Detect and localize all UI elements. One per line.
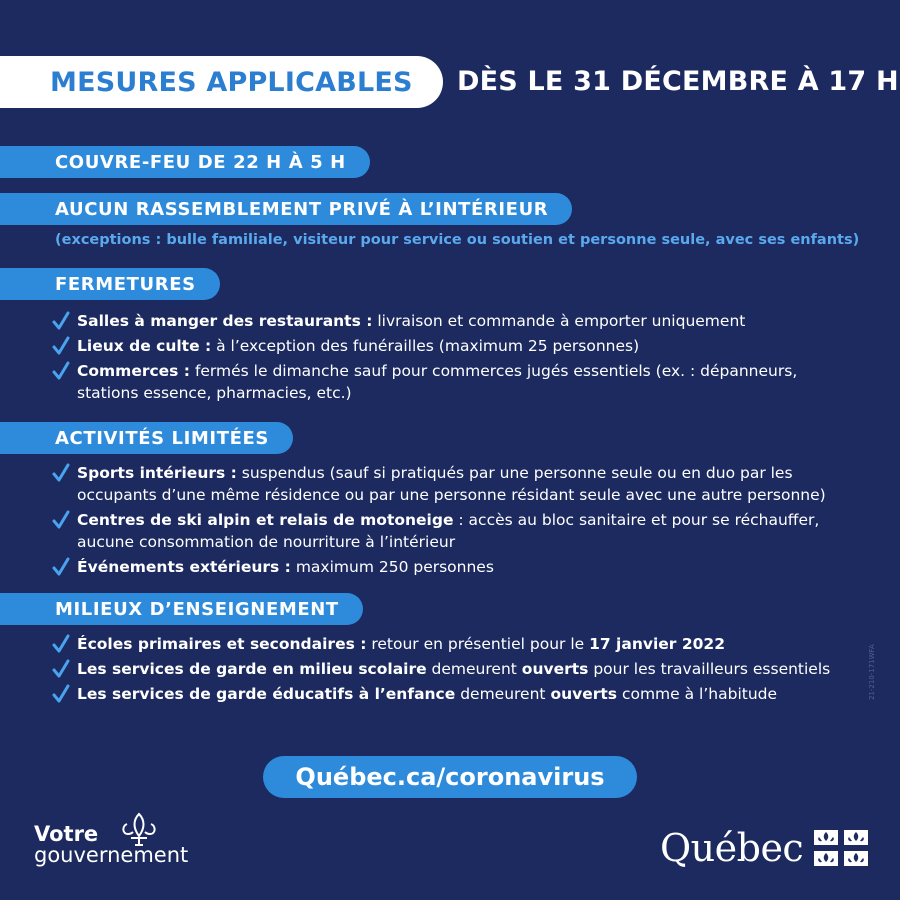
education-heading: MILIEUX D’ENSEIGNEMENT bbox=[0, 593, 363, 625]
fleur-de-lis-icon bbox=[118, 812, 160, 848]
checkmark-icon bbox=[52, 463, 70, 483]
quebec-wordmark: Québec bbox=[660, 826, 804, 870]
header-title-pill bbox=[0, 56, 443, 108]
list-item: Sports intérieurs : suspendus (sauf si pratiqués par une personne seule ou en duo par les occupants d’une même résidence ou par une personne résidant seule avec une autre personne) bbox=[52, 462, 862, 506]
list-item: Salles à manger des restaurants : livraison et commande à emporter uniquement bbox=[52, 310, 862, 332]
checkmark-icon bbox=[52, 336, 70, 356]
closures-heading: FERMETURES bbox=[0, 268, 220, 300]
limited-activities-heading: ACTIVITÉS LIMITÉES bbox=[0, 422, 293, 454]
coronavirus-url-link[interactable]: Québec.ca/coronavirus bbox=[263, 756, 637, 798]
list-item: Écoles primaires et secondaires : retour en présentiel pour le 17 janvier 2022 bbox=[52, 633, 862, 655]
checkmark-icon bbox=[52, 684, 70, 704]
checkmark-icon bbox=[52, 510, 70, 530]
gatherings-heading: AUCUN RASSEMBLEMENT PRIVÉ À L’INTÉRIEUR bbox=[0, 193, 572, 225]
checkmark-icon bbox=[52, 361, 70, 381]
quebec-flag-icon bbox=[814, 830, 868, 866]
gatherings-note: (exceptions : bulle familiale, visiteur pour service ou soutien et personne seule, avec ses enfants) bbox=[55, 232, 860, 248]
votre-gouvernement-logo bbox=[34, 824, 188, 866]
list-item: Commerces : fermés le dimanche sauf pour commerces jugés essentiels (ex. : dépanneurs, stations essence, pharmacies, etc.) bbox=[52, 360, 862, 404]
list-item: Les services de garde en milieu scolaire demeurent ouverts pour les travailleurs essentiels bbox=[52, 658, 862, 680]
list-item: Lieux de culte : à l’exception des funérailles (maximum 25 personnes) bbox=[52, 335, 862, 357]
checkmark-icon bbox=[52, 311, 70, 331]
education-list bbox=[52, 633, 862, 708]
closures-list bbox=[52, 310, 862, 407]
list-item: Événements extérieurs : maximum 250 personnes bbox=[52, 556, 862, 578]
gouvernement-text: gouvernement bbox=[34, 843, 189, 867]
document-code: 21-210-171WFA bbox=[868, 644, 876, 700]
list-item: Centres de ski alpin et relais de motoneige : accès au bloc sanitaire et pour se réchauffer, aucune consommation de nourriture à l’intérieur bbox=[52, 509, 862, 553]
header-title: MESURES APPLICABLES bbox=[50, 66, 413, 98]
checkmark-icon bbox=[52, 634, 70, 654]
curfew-heading: COUVRE-FEU DE 22 H À 5 H bbox=[0, 146, 370, 178]
limited-activities-list bbox=[52, 462, 862, 581]
checkmark-icon bbox=[52, 659, 70, 679]
list-item: Les services de garde éducatifs à l’enfance demeurent ouverts comme à l’habitude bbox=[52, 683, 862, 705]
header-date: DÈS LE 31 DÉCEMBRE À 17 H bbox=[457, 66, 899, 97]
checkmark-icon bbox=[52, 557, 70, 577]
votre-text: Votre bbox=[34, 822, 99, 846]
